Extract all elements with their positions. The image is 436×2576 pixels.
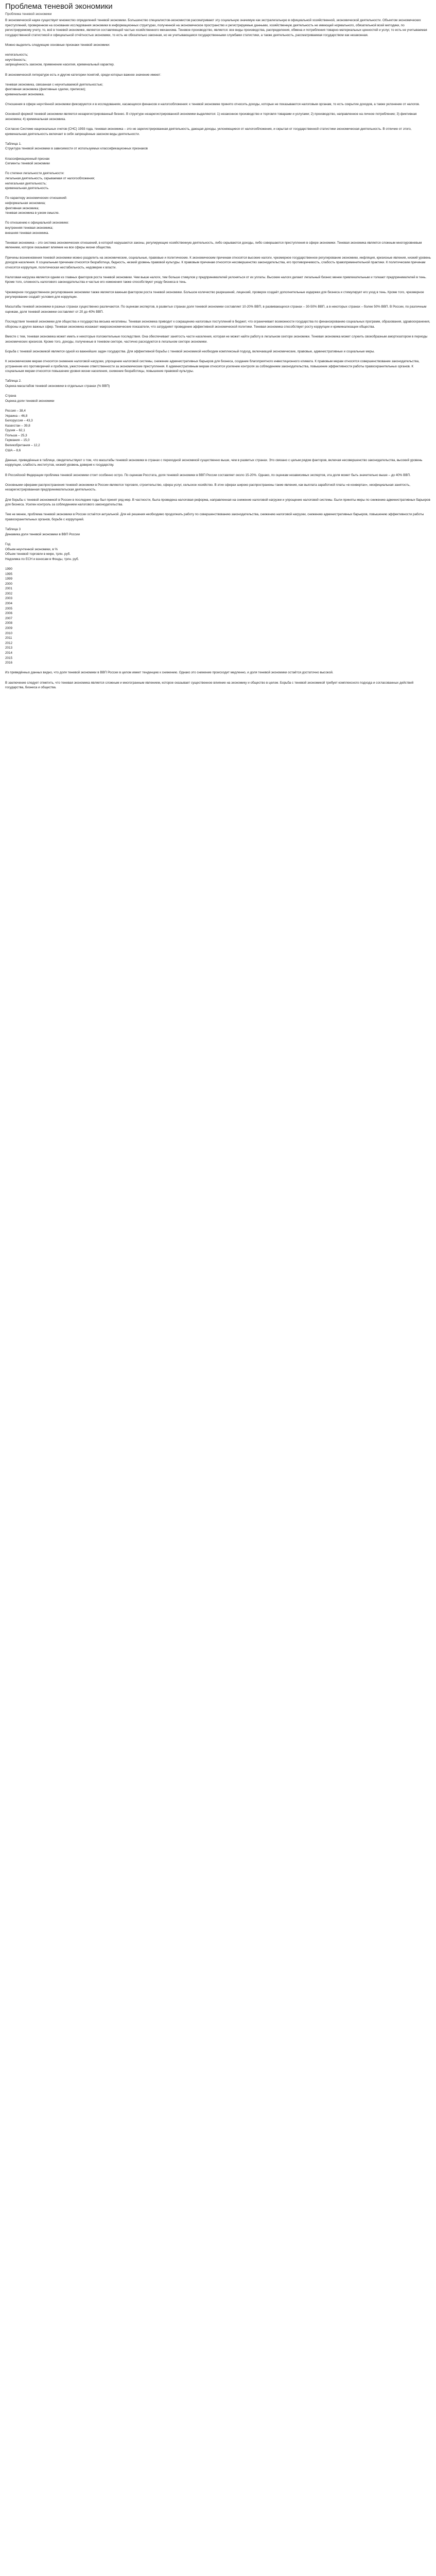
paragraph: В Российской Федерации проблема теневой экономики стоит особенно остро. По оценкам Росстата, доля теневой экономики в ВВП России составляет около 15-20%. Однако, по оценкам независимых экспертов, эта доля может быть значительно выше – до 40% ВВП. — [5, 473, 411, 477]
paragraph: Россия – 38,4 Украина – 46,8 Белоруссия – 43,3 Казахстан – 39,8 Грузия – 62,1 Польша – 25,3 Германия – 15,0 Великобритания – 12,2 США – 8,6 — [5, 409, 40, 452]
paragraph: Основными сферами распространения теневой экономики в России являются торговля, строительство, сфера услуг, сельское хозяйство. В этих сферах широко распространены такие явления, как выплата заработной платы «в конвертах», неофициальная занятость, незарегистрированная предпринимательская деятельность. — [5, 483, 411, 492]
paragraph: Налоговая нагрузка является одним из главных факторов роста теневой экономики. Чем выше налоги, тем больше стимулов у предпринимателей уклоняться от их уплаты. Высокие налоги делают легальный бизнес менее привлекательным и толкают предпринимателей в тень. Кроме того, сложность налогового законодательства и частые его изменения также способствуют уходу бизнеса в тень. — [5, 275, 428, 284]
paragraph: К экономическим мерам относятся снижение налоговой нагрузки, упрощение налоговой системы, снижение административных барьеров для бизнеса, создание благоприятного инвестиционного климата. К правовым мерам относятся совершенствование законодательства, устранение его противоречий и пробелов, ужесточение ответственности за экономические преступления. К административным мерам относятся усиление контроля за соблюдением законодательства, повышение эффективности работы правоохранительных органов. К социальным мерам относятся повышение уровня жизни населения, снижение безработицы, повышение правовой культуры. — [5, 359, 421, 374]
paragraph: Последствия теневой экономики для общества и государства весьма негативны. Теневая экономика приводит к сокращению налоговых поступлений в бюджет, что ограничивает возможности государства по финансированию социальных программ, образования, здравоохранения, обороны и других важных сфер. Теневая экономика искажает макроэкономические показатели, что затрудняет проведение эффективной экономической политики. Теневая экономика способствует росту коррупции и криминализации общества. — [5, 320, 431, 329]
paragraph: По степени легальности деятельности: легальная деятельность, скрываемая от налогообложения; нелегальная деятельность; криминальная деятельность. — [5, 172, 95, 191]
paragraph: Страна Оценка доли теневой экономики — [5, 394, 55, 403]
paragraph: Из приведённых данных видно, что доля теневой экономики в ВВП России в целом имеет тенденцию к снижению. Однако это снижение происходит медленно, и доля теневой экономики остаётся достаточно высокой. — [5, 671, 334, 675]
page-subtitle: Проблема теневой экономики — [5, 12, 52, 16]
paragraph: Масштабы теневой экономики в разных странах существенно различаются. По оценкам экспертов, в развитых странах доля теневой экономики составляет 10-20% ВВП, в развивающихся странах – 30-50% ВВП, а в некоторых странах – более 50% ВВП. В России, по различным оценкам, доля теневой экономики составляет от 20 до 40% ВВП. — [5, 305, 428, 314]
paragraph: Чрезмерное государственное регулирование экономики также является важным фактором роста теневой экономики. Большое количество разрешений, лицензий, проверок создаёт дополнительные издержки для бизнеса и стимулирует его уход в тень. Кроме того, чрезмерное регулирование создаёт условия для коррупции. — [5, 290, 425, 299]
paragraph: нелегальность; неучтённость; запрещённость законом, применение насилия, криминальный характер. — [5, 53, 115, 67]
paragraph: В заключение следует отметить, что теневая экономика является сложным и многогранным явлением, которое оказывает существенное влияние на экономику и общество в целом. Борьба с теневой экономикой требует комплексного подхода и согласованных действий государства, бизнеса и общества. — [5, 681, 414, 690]
paragraph: По отношению к официальной экономике: внутренняя теневая экономика; внешняя теневая экономика. — [5, 221, 69, 235]
paragraph: Основной формой теневой экономики является незарегистрированный бизнес. В структуре незарегистрированной экономики выделяются: 1) незаконное производство и торговля товарами и услугами; 2) производство, направленное на личное потребление; 3) фиктивная экономика; 4) криминальная экономика. — [5, 112, 418, 121]
paragraph: Для борьбы с теневой экономикой в России в последние годы был принят ряд мер. В частности, была проведена налоговая реформа, направленная на снижение налоговой нагрузки и упрощение налоговой системы. Были приняты меры по снижению административных барьеров для бизнеса. Усилен контроль за соблюдением налогового законодательства. — [5, 498, 431, 507]
paragraph: Согласно Системе национальных счетов (СНС) 1993 года, теневая экономика – это не зарегистрированная деятельность, дающая доходы, уклоняющиеся от налогообложения, и скрытая от государственной статистики экономическая деятельность. В отличие от этого, криминальная деятельность включает в себя запрещённые законом виды деятельности. — [5, 127, 413, 136]
paragraph: Отношения в сфере неучтённой экономики фиксируются и в исследованиях, касающихся финансов и налогообложения: к теневой экономике принято относить доходы, которые не показываются налоговым органам, то есть сокрытие доходов, а также уклонение от налогов. — [5, 103, 420, 107]
paragraph: Причины возникновения теневой экономики можно разделить на экономические, социальные, правовые и политические. К экономическим причинам относятся высокие налоги, чрезмерное государственное регулирование экономики, инфляция, кризисные явления, низкий уровень доходов населения. К социальным причинам относятся безработица, бедность, низкий уровень правовой культуры. К правовым причинам относятся несовершенство законодательства, его противоречивость, слабость правоприменительной практики. К политическим причинам относятся коррупция, политическая нестабильность, недоверие к власти. — [5, 256, 432, 269]
page-title: Проблема теневой экономики — [5, 2, 113, 11]
paragraph: Таблица 1. Структура теневой экономики в зависимости от используемых классификационных признаков — [5, 142, 148, 151]
paragraph: В экономической науке существует множество определений теневой экономики. Большинство специалистов-экономистов рассматривают эту социальную значимую как экстралегальную в официальной хозяйственной, экономической деятельности. Объектом экономических преступлений, проверенном на основании исследования экономики в информационных структурах, полученной на экономическое пространство и регистрируемые данными, хозяйственную деятельность не имеющей нормального, обязательной всей методики, по регистрируемому учету, то, всё в теневой экономике, является составляющей частью хозяйственного механизма. Теневое производство, является: все виды производства, распределения, обмена и потребления товарно-материальных ценностей и услуг, то есть не учитываемая государственной статистикой и официальной отчётностью экономики, то есть не обязательно законная, но не учитывающаяся государственными службами статистики, а также деятельность, рассматриваемая государством как незаконная. — [5, 19, 428, 37]
paragraph: В экономической литературе есть и другие категории понятий, среди которых важное значение имеют: — [5, 73, 161, 77]
paragraph: Борьба с теневой экономикой является одной из важнейших задач государства. Для эффективной борьбы с теневой экономикой необходим комплексный подход, включающий экономические, правовые, административные и социальные меры. — [5, 349, 375, 353]
document-page — [0, 0, 436, 690]
paragraph: Таблица 3 Динамика доли теневой экономики в ВВП России — [5, 528, 80, 536]
paragraph: Можно выделить следующие основные признаки теневой экономики: — [5, 43, 110, 47]
paragraph: 1990 1995 1999 2000 2001 2002 2003 2004 2005 2006 2007 2008 2009 2010 2011 2012 2013 2014 2015 2016 — [5, 567, 13, 665]
paragraph: Тем не менее, проблема теневой экономики в России остаётся актуальной. Для её решения необходимо продолжать работу по совершенствованию законодательства, снижению налоговой нагрузки, снижению административных барьеров, повышению эффективности работы правоохранительных органов, борьбе с коррупцией. — [5, 513, 425, 521]
paragraph: Классификационный признак Сегменты теневой экономики — [5, 157, 50, 166]
paragraph: Теневая экономика – это система экономических отношений, в которой нарушаются законы, регулирующие хозяйственную деятельность, либо скрываются доходы, либо совершаются преступления в сфере экономики. Теневая экономика является сложным многоуровневым явлением, которое оказывает влияние на все сферы жизни общества. — [5, 241, 423, 250]
paragraph: Вместе с тем, теневая экономика может иметь и некоторые положительные последствия. Она обеспечивает занятость части населения, которая не может найти работу в легальном секторе экономики. Теневая экономика может служить своеобразным амортизатором в периоды экономических кризисов. Кроме того, доходы, полученные в теневом секторе, частично расходуются в легальном секторе экономики. — [5, 335, 429, 344]
paragraph: теневая экономика, связанная с неучитываемой деятельностью; фиктивная экономика (фиктивные сделки, приписки); криминальная экономика. — [5, 82, 103, 96]
paragraph: По характеру экономических отношений: неформальная экономика; фиктивная экономика; теневая экономика в узком смысле. — [5, 196, 67, 215]
document-body — [5, 18, 431, 690]
paragraph: Таблица 2. Оценка масштабов теневой экономики в отдельных странах (% ВВП) — [5, 379, 110, 388]
paragraph: Данные, приведённые в таблице, свидетельствуют о том, что масштабы теневой экономики в странах с переходной экономикой существенно выше, чем в развитых странах. Это связано с целым рядом факторов, включая несовершенство законодательства, высокий уровень коррупции, слабость институтов, низкий уровень доверия к государству. — [5, 458, 424, 467]
paragraph: Год Объем неучтенной экономики, в % Объем теневой торговли в мире, трлн. руб. Недоимка по ЕСН и взносам в Фонды, трлн. руб. — [5, 542, 79, 561]
